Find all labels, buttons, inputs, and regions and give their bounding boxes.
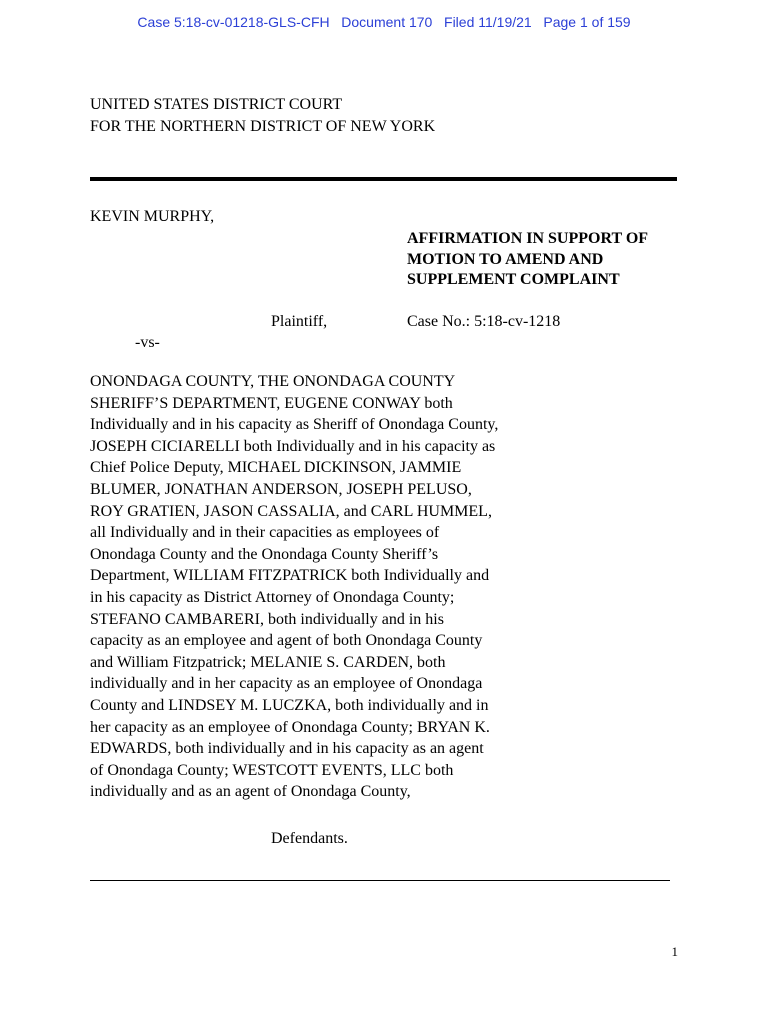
defendants-line: ONONDAGA COUNTY, THE ONONDAGA COUNTY xyxy=(90,373,456,390)
defendants-line: individually and as an agent of Onondaga County, xyxy=(90,783,411,801)
defendants-line: her capacity as an employee of Onondaga County; BRYAN K. xyxy=(90,718,490,736)
defendants-line: and William Fitzpatrick; MELANIE S. CARDEN, both xyxy=(90,653,446,671)
document-title-line: SUPPLEMENT COMPLAINT xyxy=(407,271,620,288)
court-district-line: FOR THE NORTHERN DISTRICT OF NEW YORK xyxy=(90,118,436,135)
stamp-page: Page 1 of 159 xyxy=(543,14,631,30)
versus-label: -vs- xyxy=(135,334,160,351)
defendants-line: in his capacity as District Attorney of Onondaga County; xyxy=(90,588,455,606)
plaintiff-label: Plaintiff, xyxy=(271,313,328,330)
defendants-line: Department, WILLIAM FITZPATRICK both Individually and xyxy=(90,567,490,585)
court-heading xyxy=(90,94,435,138)
plaintiff-name: KEVIN MURPHY, xyxy=(90,208,215,225)
stamp-filed: Filed 11/19/21 xyxy=(444,14,532,30)
page-number: 1 xyxy=(671,944,678,959)
defendants-line: capacity as an employee and agent of both Onondaga County xyxy=(90,632,483,650)
document-title-line: AFFIRMATION IN SUPPORT OF xyxy=(407,230,649,247)
defendants-line: EDWARDS, both individually and in his capacity as an agent xyxy=(90,740,484,758)
caption-divider-thick xyxy=(90,177,677,181)
defendants-line: County and LINDSEY M. LUCZKA, both individually and in xyxy=(90,696,489,714)
document-title xyxy=(407,229,648,291)
defendants-line: SHERIFF’S DEPARTMENT, EUGENE CONWAY both xyxy=(90,394,453,412)
defendants-line: Onondaga County and the Onondaga County Sheriff’s xyxy=(90,545,439,563)
ecf-header-stamp xyxy=(0,14,768,30)
defendants-line: Chief Police Deputy, MICHAEL DICKINSON, JAMMIE xyxy=(90,459,462,477)
document-title-line: MOTION TO AMEND AND xyxy=(407,250,604,268)
defendants-label: Defendants. xyxy=(271,830,348,847)
defendants-line: Individually and in his capacity as Sheriff of Onondaga County, xyxy=(90,416,499,434)
stamp-case-id: Case 5:18-cv-01218-GLS-CFH xyxy=(137,14,330,30)
court-name-line: UNITED STATES DISTRICT COURT xyxy=(90,96,343,113)
defendants-line: STEFANO CAMBARERI, both individually and in his xyxy=(90,610,444,628)
case-number: Case No.: 5:18-cv-1218 xyxy=(407,313,561,330)
defendants-line: ROY GRATIEN, JASON CASSALIA, and CARL HUMMEL, xyxy=(90,502,492,520)
defendants-line: all Individually and in their capacities as employees of xyxy=(90,524,440,542)
defendants-line: BLUMER, JONATHAN ANDERSON, JOSEPH PELUSO, xyxy=(90,480,472,498)
defendants-line: of Onondaga County; WESTCOTT EVENTS, LLC both xyxy=(90,761,454,779)
stamp-document: Document 170 xyxy=(341,14,433,30)
defendants-list xyxy=(90,371,498,803)
defendants-line: JOSEPH CICIARELLI both Individually and in his capacity as xyxy=(90,437,496,455)
caption-divider-thin xyxy=(90,880,670,881)
defendants-line: individually and in her capacity as an employee of Onondaga xyxy=(90,675,483,693)
